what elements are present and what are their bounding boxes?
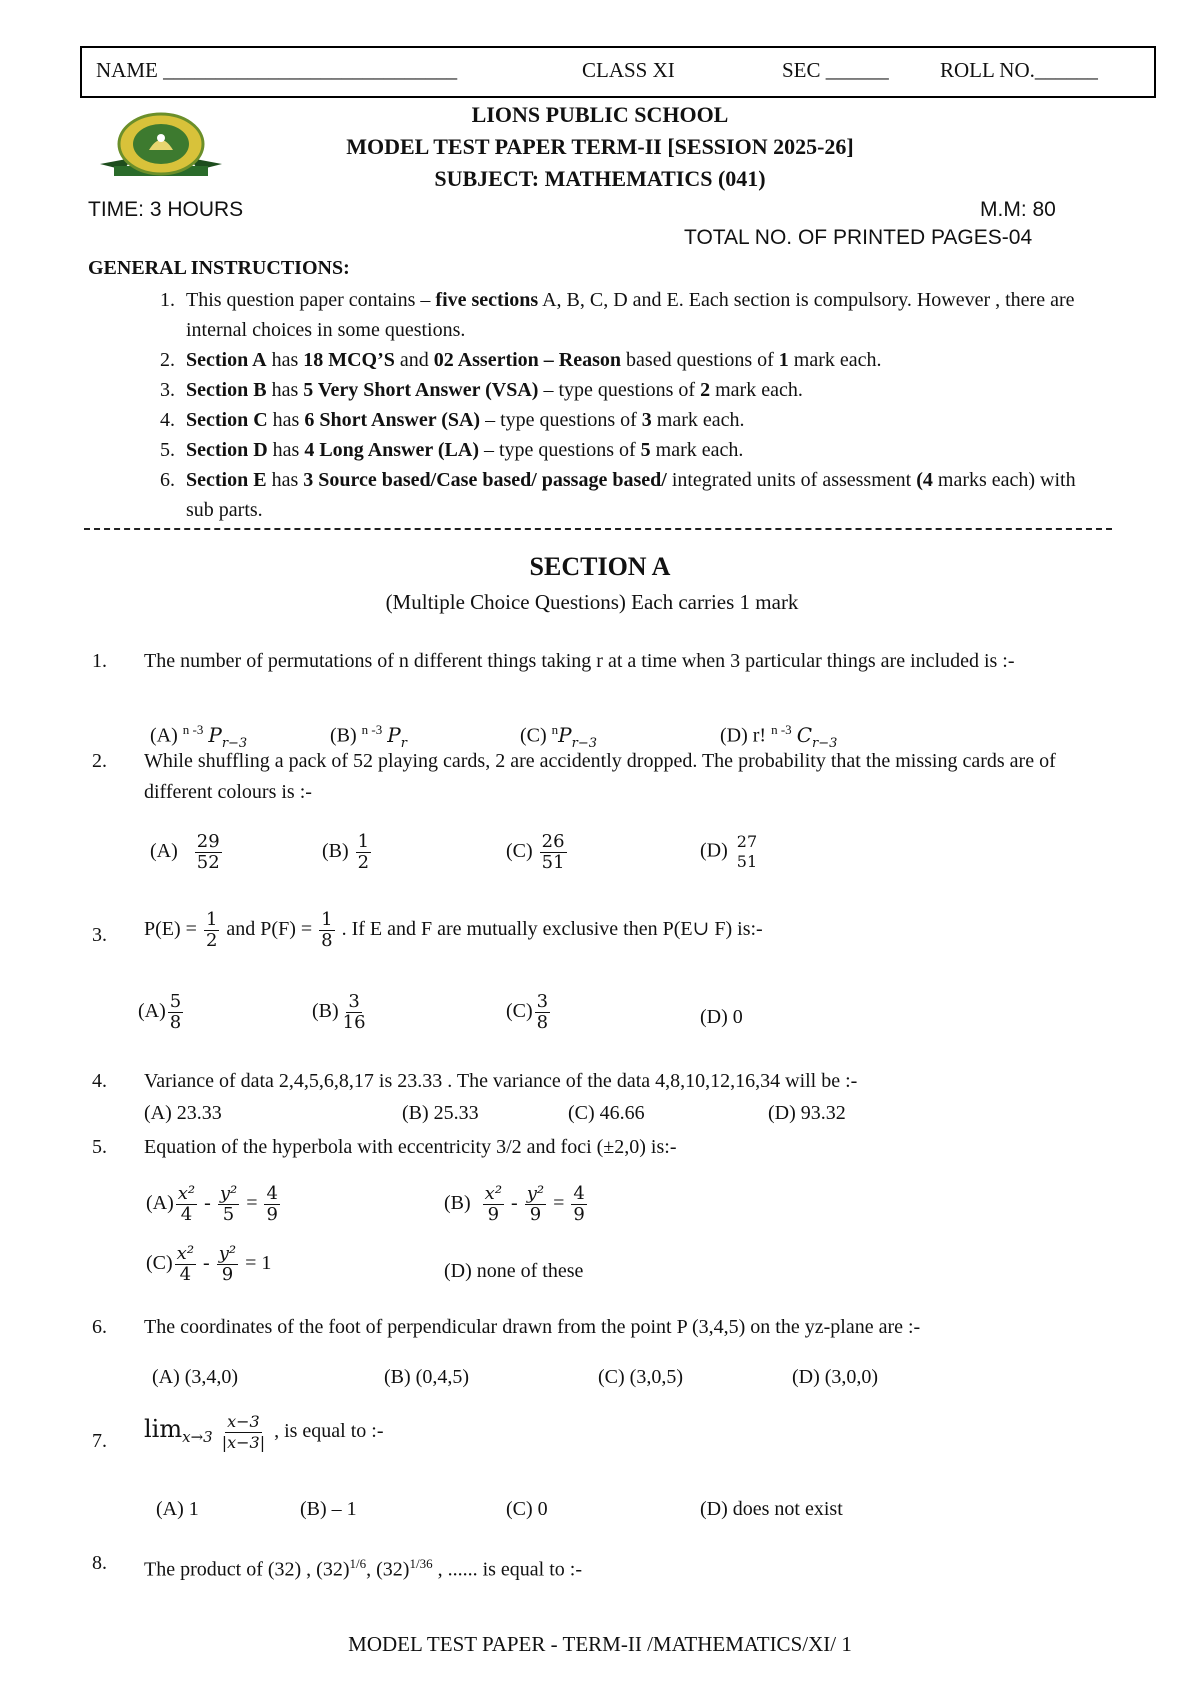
question-4: 4. Variance of data 2,4,5,6,8,17 is 23.33 . The variance of the data 4,8,10,12,16,34 will be :- (A) 23.33 (B) 25.33 (C) 46.66 (D) 93.32 <box>92 1066 1122 1130</box>
school-name: LIONS PUBLIC SCHOOL <box>471 102 729 127</box>
general-instructions <box>88 253 1108 525</box>
question-8-text: The product of (32) , $(32)^{1/6}$, $(32)^{1/36}$ , ...... is equal to :- <box>144 1556 583 1581</box>
instruction-item: 6. Section E has 3 Source based/Case based/ passage based/ integrated units of assessment (4 marks each) with sub parts. <box>180 465 1108 525</box>
paper-title: MODEL TEST PAPER TERM-II [SESSION 2025-26] <box>346 134 854 159</box>
student-info-box <box>80 46 1156 98</box>
option-b: (B) $^{n -3}$ $P_r$ <box>330 722 407 751</box>
instructions-heading: GENERAL INSTRUCTIONS: <box>88 257 350 279</box>
option-b: (B) 25.33 <box>402 1102 479 1124</box>
option-a: (A) $\frac{29}{52}$ <box>150 831 220 873</box>
option-c: (C) $\frac{\text{x²}}{4}$ - $\frac{\text{y²}}{9}$ = 1 <box>146 1243 272 1285</box>
option-d: (D) 0 <box>700 1006 743 1028</box>
option-c: (C) (3,0,5) <box>598 1366 683 1388</box>
option-a: (A) (3,4,0) <box>152 1366 239 1388</box>
dashed-divider <box>84 528 1112 530</box>
option-a: (A) $\frac{\text{x²}}{4}$ - $\frac{\text{y²}}{5}$ = $\frac{4}{9}$ <box>146 1183 278 1225</box>
instruction-item: 4. Section C has 6 Short Answer (SA) – type questions of 3 mark each. <box>180 405 1108 435</box>
option-d: (D) none of these <box>444 1260 584 1282</box>
question-3-text: P(E) = $\frac{1}{2}$ and P(F) = $\frac{1}{8}$ . If E and F are mutually exclusive then P(E∪ F) is:- <box>144 909 763 951</box>
option-d: (D) 27 51 <box>700 832 758 871</box>
instruction-item: 2. Section A has 18 MCQ’S and 02 Assertion – Reason based questions of 1 mark each. <box>180 345 1108 375</box>
section-title: SECTION A <box>529 552 671 581</box>
option-d: (D) 93.32 <box>768 1102 846 1124</box>
roll-no-field: ROLL NO.______ <box>940 58 1098 82</box>
option-a: (A) 1 <box>156 1498 199 1520</box>
question-5: 5. Equation of the hyperbola with eccentricity 3/2 and foci (±2,0) is:- (A) $\frac{\text{x²}}{4}$ - $\frac{\text{y²}}{5}$ = $\frac{4}{9}$ (B) $\frac{\text{x²}}{9}$ - $\frac{\text{y²}}{9}$ = $\frac{4}{9}$ (C) $\frac{\text{x²}}{4}$ - $\frac{\text{y²}}{9}$ = 1 (D) none of these <box>92 1136 677 1285</box>
max-marks: M.M: 80 <box>980 198 1056 221</box>
section-subtitle: (Multiple Choice Questions) Each carries 1 mark <box>385 590 799 614</box>
option-b: (B) $\frac{1}{2}$ <box>322 831 370 873</box>
question-8: 8. The product of (32) , $(32)^{1/6}$, $(32)^{1/36}$ , ...... is equal to :- <box>92 1548 1122 1588</box>
option-c: (C) 0 <box>506 1498 548 1520</box>
question-7-text: $\lim_{x\to 3}$ $\frac{x-3}{|x-3|}$ , is equal to :- <box>144 1412 384 1452</box>
instruction-item: 3. Section B has 5 Very Short Answer (VSA) – type questions of 2 mark each. <box>180 375 1108 405</box>
option-b: (B) (0,4,5) <box>384 1366 469 1388</box>
option-a: (A) $\frac{5}{8}$ <box>138 991 182 1033</box>
question-1: 1. The number of permutations of n different things taking r at a time when 3 particular things are included is :- (A) $^{n -3}$ $P_{r-3}$ (B) $^{n -3}$ $P_r$ (C) $^nP_{r-3}$ (D) r! $^{n -3}$ $C_{r-3}$ <box>92 646 1122 746</box>
option-d: (D) r! $^{n -3}$ $C_{r-3}$ <box>720 722 838 751</box>
subject-title: SUBJECT: MATHEMATICS (041) <box>434 166 766 191</box>
time-label: TIME: 3 HOURS <box>88 198 244 221</box>
option-b: (B) $\frac{\text{x²}}{9}$ - $\frac{\text{y²}}{9}$ = $\frac{4}{9}$ <box>444 1183 585 1225</box>
instruction-item: 5. Section D has 4 Long Answer (LA) – type questions of 5 mark each. <box>180 435 1108 465</box>
question-7: 7. $\lim_{x\to 3}$ $\frac{x-3}{|x-3|}$ , is equal to :- (A) 1 (B) – 1 (C) 0 (D) does not exist <box>92 1412 1122 1522</box>
option-a: (A) $^{n -3}$ $P_{r-3}$ <box>150 722 248 751</box>
question-3: 3. P(E) = $\frac{1}{2}$ and P(F) = $\frac{1}{8}$ . If E and F are mutually exclusive then P(E∪ F) is:- (A) $\frac{5}{8}$ (B) $\frac{3}{16}$ (C) $\frac{3}{8}$ (D) 0 <box>92 910 1122 1040</box>
option-d: (D) does not exist <box>700 1498 843 1520</box>
section-field: SEC ______ <box>782 58 889 82</box>
option-c: (C) 46.66 <box>568 1102 645 1124</box>
name-field: NAME ____________________________ <box>96 58 458 82</box>
printed-pages: TOTAL NO. OF PRINTED PAGES-04 <box>684 226 1033 249</box>
option-b: (B) – 1 <box>300 1498 357 1520</box>
option-b: (B) $\frac{3}{16}$ <box>312 991 366 1033</box>
option-c: (C) $\frac{26}{51}$ <box>506 831 565 873</box>
page-footer: MODEL TEST PAPER - TERM-II /MATHEMATICS/XI/ 1 <box>348 1632 852 1656</box>
option-d: (D) (3,0,0) <box>792 1366 879 1388</box>
question-6: 6. The coordinates of the foot of perpendicular drawn from the point P (3,4,5) on the yz-plane are :- (A) (3,4,0) (B) (0,4,5) (C) (3,0,5) (D) (3,0,0) <box>92 1312 1122 1382</box>
option-c: (C) $^nP_{r-3}$ <box>520 722 598 751</box>
class-label: CLASS XI <box>582 58 675 82</box>
option-c: (C) $\frac{3}{8}$ <box>506 991 549 1033</box>
instruction-item: 1. This question paper contains – five sections A, B, C, D and E. Each section is compulsory. However , there are internal choices in some questions. <box>180 285 1108 345</box>
option-a: (A) 23.33 <box>144 1102 222 1124</box>
question-2: 2. While shuffling a pack of 52 playing cards, 2 are accidently dropped. The probability that the missing cards are of different colours is :- (A) $\frac{29}{52}$ (B) $\frac{1}{2}$ (C) $\frac{26}{51}$ (D) 27 51 <box>92 750 1056 873</box>
